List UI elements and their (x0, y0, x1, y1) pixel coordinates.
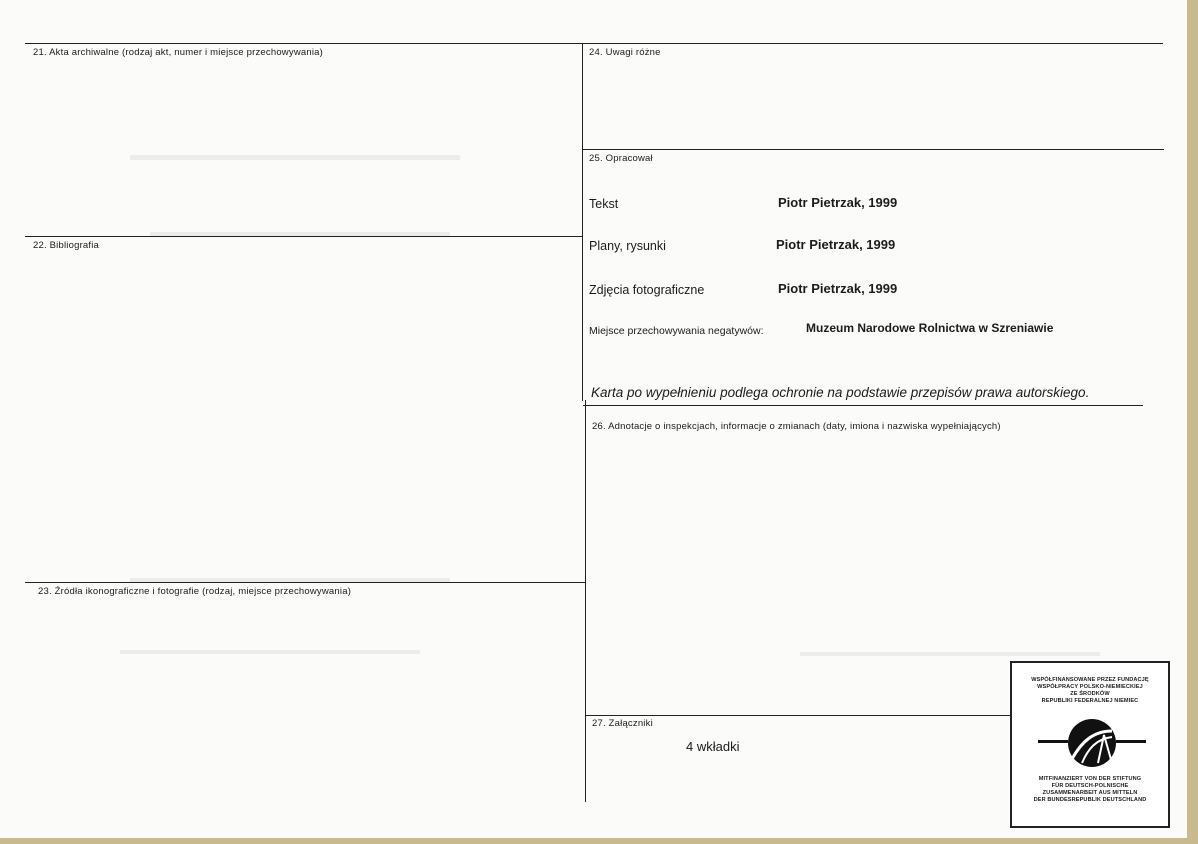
section-25-heading: 25. Opracował (589, 153, 653, 164)
rule-22-23 (25, 582, 586, 583)
rule-25-26 (583, 405, 1143, 406)
attachments-value: 4 wkładki (686, 739, 740, 754)
section-24-heading: 24. Uwagi różne (589, 47, 661, 58)
show-through-mark (120, 650, 420, 654)
center-divider-lower (585, 400, 586, 802)
credit-drawings-label: Plany, rysunki (589, 239, 666, 253)
section-22-heading: 22. Bibliografia (33, 240, 100, 251)
section-27-heading: 27. Załączniki (592, 718, 653, 729)
center-divider (582, 43, 583, 401)
section-26-heading: 26. Adnotacje o inspekcjach, informacje o zmianach (daty, imiona i nazwiska wypełniających) (592, 421, 1001, 432)
rule-21-22 (25, 236, 583, 237)
seal-german-text: MITFINANZIERT VON DER STIFTUNG FÜR DEUTSCH-POLNISCHE ZUSAMMENARBEIT AUS MITTELN DER BUNDESREPUBLIK DEUTSCHLAND (1033, 776, 1147, 803)
credit-drawings-value: Piotr Pietrzak, 1999 (776, 237, 896, 252)
credit-text-value: Piotr Pietrzak, 1999 (778, 195, 898, 210)
section-23-heading: 23. Źródła ikonograficzne i fotografie (rodzaj, miejsce przechowywania) (38, 586, 352, 597)
top-rule (25, 43, 1163, 44)
bridge-logo-icon (1038, 719, 1146, 771)
show-through-mark (800, 652, 1100, 656)
rule-24-25 (583, 149, 1164, 150)
rule-26-27 (586, 715, 1012, 716)
copyright-notice: Karta po wypełnieniu podlega ochronie na podstawie przepisów prawa autorskiego. (591, 385, 1090, 400)
seal-polish-text: WSPÓŁFINANSOWANE PRZEZ FUNDACJĘ WSPÓŁPRACY POLSKO-NIEMIECKIEJ ZE ŚRODKÓW REPUBLIKI FEDERALNEJ NIEMIEC (1031, 677, 1149, 704)
show-through-mark (130, 155, 460, 160)
negatives-location-label: Miejsce przechowywania negatywów: (589, 325, 764, 337)
cofinancing-seal (1010, 661, 1170, 828)
negatives-location-value: Muzeum Narodowe Rolnictwa w Szreniawie (806, 321, 1054, 335)
credit-text-label: Tekst (589, 197, 619, 211)
credit-photos-value: Piotr Pietrzak, 1999 (778, 281, 898, 296)
credit-photos-label: Zdjęcia fotograficzne (589, 283, 705, 297)
section-21-heading: 21. Akta archiwalne (rodzaj akt, numer i miejsce przechowywania) (33, 47, 324, 58)
